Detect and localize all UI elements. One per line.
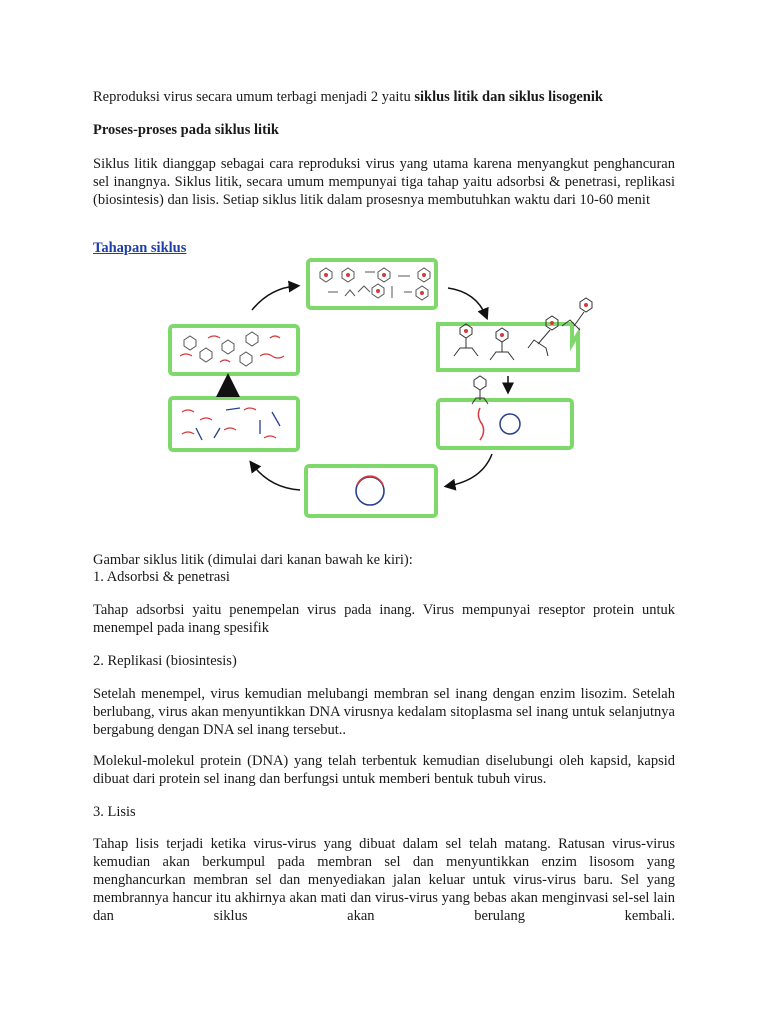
intro-line — [93, 88, 675, 106]
cell-attachment — [438, 298, 592, 370]
paragraph-intro-litik: Siklus litik dianggap sebagai cara reproduksi virus yang utama karena menyangkut penghancuran sel inangnya. Siklus litik, secara umum mempunyai tiga tahap yaitu adsorbsi & penetrasi, replikasi (biosintesis) dan lisis. Setiap siklus litik dalam prosesnya membutuhkan waktu dari 10-60 menit — [93, 156, 675, 208]
figure-caption: Gambar siklus litik (dimulai dari kanan bawah ke kiri): — [93, 552, 413, 568]
cell-components — [170, 326, 298, 374]
step-3-title: 3. Lisis — [93, 804, 136, 820]
tahapan-siklus-link-text[interactable]: Tahapan siklus — [93, 240, 187, 256]
step-2-title: 2. Replikasi (biosintesis) — [93, 653, 237, 669]
intro-bold: siklus litik dan siklus lisogenik — [414, 89, 603, 105]
lytic-cycle-diagram — [160, 252, 600, 524]
cell-replication — [170, 398, 298, 450]
paragraph-kapsid: Molekul-molekul protein (DNA) yang telah terbentuk kemudian diselubungi oleh kapsid, kapsid dibuat dari protein sel inang dan berfungsi untuk memberi bentuk tubuh virus. — [93, 753, 675, 787]
cell-host — [306, 466, 436, 516]
paragraph-adsorbsi: Tahap adsorbsi yaitu penempelan virus pada inang. Virus mempunyai reseptor protein untuk menempel pada inang spesifik — [93, 602, 675, 636]
cycle-arrows — [252, 286, 508, 490]
step-1-title: 1. Adsorbsi & penetrasi — [93, 569, 230, 585]
cell-assembly — [308, 260, 436, 308]
section-heading: Proses-proses pada siklus litik — [93, 122, 279, 138]
intro-text: Reproduksi virus secara umum terbagi menjadi 2 yaitu — [93, 89, 415, 105]
cell-injection — [438, 376, 572, 448]
paragraph-replikasi: Setelah menempel, virus kemudian melubangi membran sel inang dengan enzim lisozim. Setelah berlubang, virus akan menyuntikkan DNA virusnya kedalam sitoplasma sel inang untuk selanjutnya bergabung dengan DNA sel inang tersebut.. — [93, 686, 675, 738]
paragraph-lisis: Tahap lisis terjadi ketika virus-virus yang dibuat dalam sel telah matang. Ratusan virus-virus kemudian akan berkumpul pada membran sel dan menyuntikkan enzim lisosom yang menghancurkan membran sel dan menyediakan jalan keluar untuk virus-virus baru. Sel yang membrannya hancur itu akhirnya akan mati dan virus-virus yang bebas akan menginvasi sel-sel lain dan siklus akan berulang kembali. — [93, 836, 675, 924]
